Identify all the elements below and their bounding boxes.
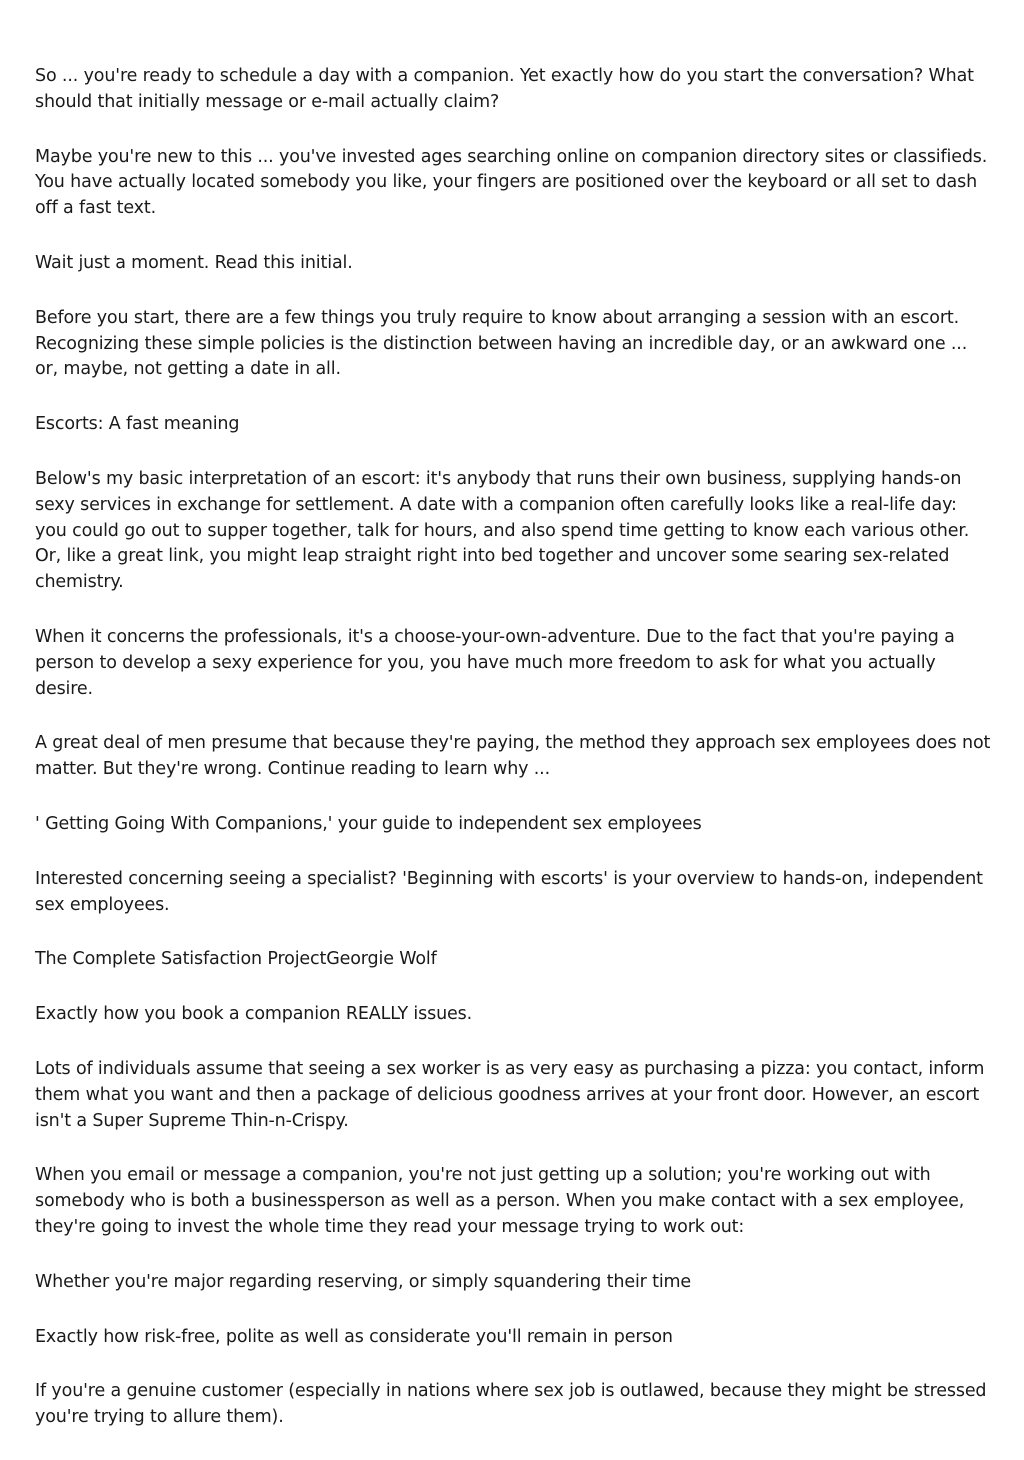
paragraph-wait: Wait just a moment. Read this initial. [35,252,353,273]
paragraph-before-you-start: Before you start, there are a few things you truly require to know about arranging a session with an escort. Recognizing these simple policies is the distinction between having an incredible day, or an awkward one ... or, maybe, not getting a date in all. [35,307,968,380]
paragraph-interpretation: Below's my basic interpretation of an escort: it's anybody that runs their own business, supplying hands-on sexy services in exchange for settlement. A date with a companion often carefully looks like a real-life day: you could go out to supper together, talk for hours, and also spend time getting to know each various other. Or, like a great link, you might leap straight right into bed together and uncover some searing sex-related chemistry. [35,468,970,593]
paragraph-pizza: Lots of individuals assume that seeing a sex worker is as very easy as purchasing a pizza: you contact, inform them what you want and then a package of delicious goodness arrives at your front door. However, an escort isn't a Super Supreme Thin-n-Crispy. [35,1058,985,1131]
paragraph-risk-free: Exactly how risk-free, polite as well as considerate you'll remain in person [35,1326,673,1347]
paragraph-men-presume: A great deal of men presume that because they're paying, the method they approach sex employees does not matter. But they're wrong. Continue reading to learn why ... [35,733,991,780]
paragraph-how-you-book: Exactly how you book a companion REALLY issues. [35,1004,473,1025]
paragraph-heading-escorts-meaning: Escorts: A fast meaning [35,414,240,435]
paragraph-project-credit: The Complete Satisfaction ProjectGeorgie Wolf [35,949,437,970]
paragraph-intro: So ... you're ready to schedule a day with a companion. Yet exactly how do you start the conversation? What should that initially message or e-mail actually claim? [35,66,974,112]
paragraph-major-reserving: Whether you're major regarding reserving, or simply squandering their time [35,1271,692,1292]
paragraph-genuine-customer: If you're a genuine customer (especially in nations where sex job is outlawed, because they might be stressed you're trying to allure them). [35,1381,987,1428]
paragraph-guide-title: ' Getting Going With Companions,' your guide to independent sex employees [35,813,702,834]
paragraph-interested: Interested concerning seeing a specialist? 'Beginning with escorts' is your overview to hands-on, independent sex employees. [35,868,983,915]
paragraph-email-message: When you email or message a companion, you're not just getting up a solution; you're working out with somebody who is both a businessperson as well as a person. When you make contact with a sex employee, they're going to invest the whole time they read your message trying to work out: [35,1165,965,1237]
paragraph-new-to-this: Maybe you're new to this ... you've invested ages searching online on companion directory sites or classifieds. You have actually located somebody you like, your fingers are positioned over the keyboard or all set to dash off a fast text. [35,146,988,219]
paragraph-professionals: When it concerns the professionals, it's a choose-your-own-adventure. Due to the fact that you're paying a person to develop a sexy experience for you, you have much more freedom to ask for what you actually desire. [35,626,955,699]
document-body [35,64,993,1460]
